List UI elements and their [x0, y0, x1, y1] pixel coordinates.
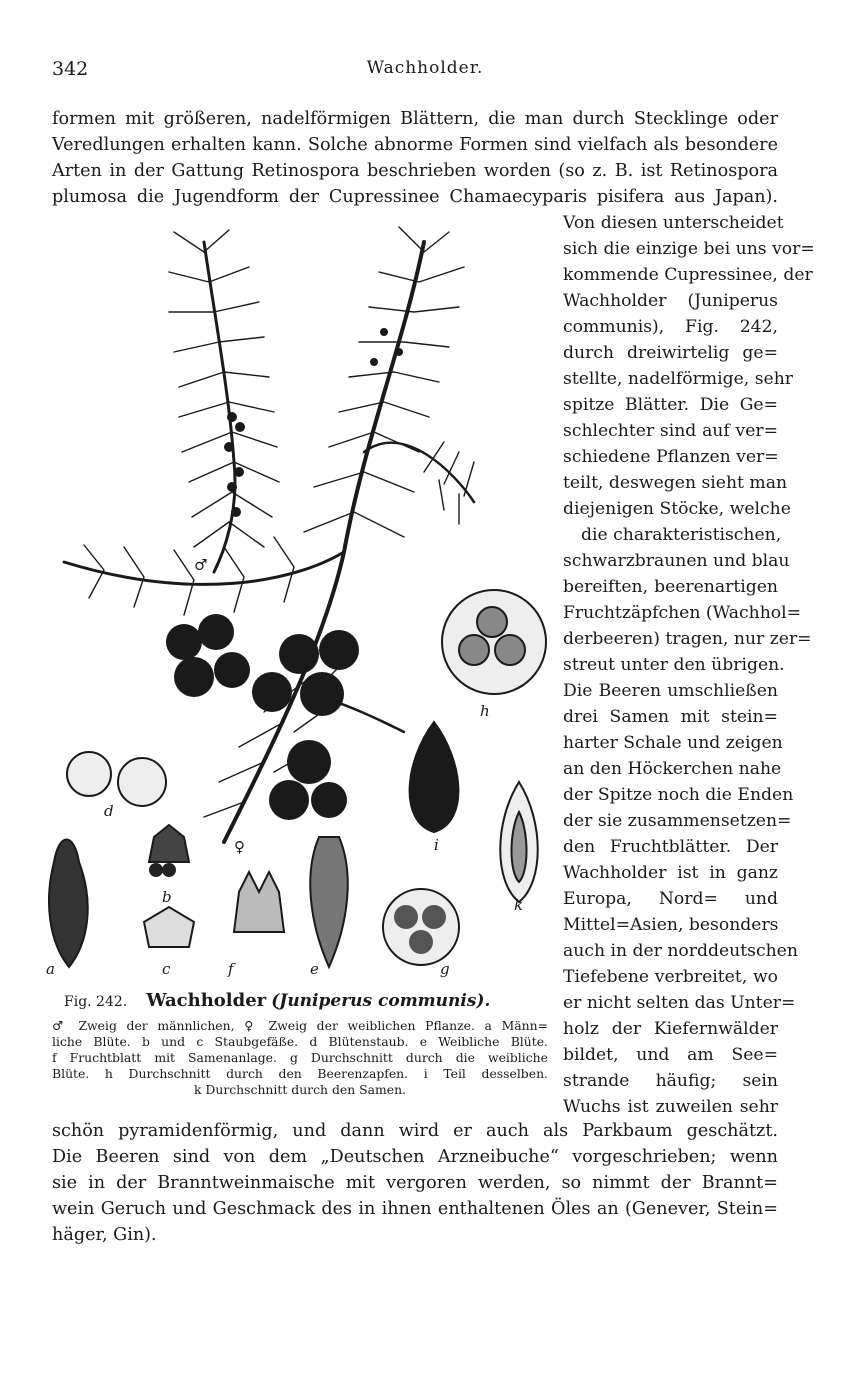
text-line: derbeeren) tragen, nur zer= [563, 629, 812, 649]
caption-line: ♂ Zweig der männlichen, ♀ Zweig der weiblichen Pflanze. a Männ= [52, 1018, 548, 1033]
text-line: schön pyramidenförmig, und dann wird er auch als Parkbaum geschätzt. [52, 1121, 778, 1141]
text-line: diejenigen Stöcke, welche [563, 499, 791, 519]
detail-d-pollen [67, 752, 111, 796]
berry-cluster [166, 614, 359, 820]
juniper-illustration [44, 222, 554, 992]
label-b: b [162, 888, 172, 906]
juniper-drawing [44, 222, 554, 992]
text-line: kommende Cupressinee, der [563, 265, 813, 285]
text-line: teilt, deswegen sieht man [563, 473, 788, 493]
text-line: schiedene Pflanzen ver= [563, 447, 779, 467]
running-head: Wachholder. [366, 58, 484, 78]
figure-number: Fig. 242. [64, 994, 128, 1010]
text-line: strande häufig; sein [563, 1071, 778, 1091]
text-line: Von diesen unterscheidet [563, 213, 784, 233]
figure-caption-body [52, 1018, 548, 1098]
figure-plant-name: Wachholder [146, 990, 267, 1011]
text-line: Die Beeren umschließen [563, 681, 778, 701]
text-line: sie in der Branntweinmaische mit vergoren werden, so nimmt der Brannt= [52, 1173, 778, 1193]
text-line: Wuchs ist zuweilen sehr [563, 1097, 778, 1117]
label-a: a [46, 960, 55, 978]
text-line: Tiefebene verbreitet, wo [563, 967, 778, 987]
figure-caption-title [64, 990, 554, 1011]
text-line: Wachholder (Juniperus [563, 291, 778, 311]
detail-b-stamen [149, 825, 189, 862]
caption-line: Blüte. h Durchschnitt durch den Beerenzapfen. i Teil desselben. [52, 1066, 548, 1081]
figure-latin-name: (Juniperus communis). [271, 991, 491, 1011]
detail-d-pollen [118, 758, 166, 806]
label-female: ♀ [234, 838, 245, 856]
caption-line: k Durchschnitt durch den Samen. [193, 1082, 407, 1097]
text-line: Europa, Nord= und [563, 889, 778, 909]
text-line: schlechter sind auf ver= [563, 421, 778, 441]
text-line: Wachholder ist in ganz [563, 863, 778, 883]
text-line: drei Samen mit stein= [563, 707, 778, 727]
text-line: durch dreiwirtelig ge= [563, 343, 778, 363]
side-column-text [563, 210, 815, 1120]
text-line: die charakteristischen, [581, 525, 782, 545]
text-line: spitze Blätter. Die Ge= [563, 395, 778, 415]
label-k: k [514, 896, 524, 914]
detail-i-berry-part [410, 722, 459, 832]
detail-e-female-flower [310, 837, 347, 967]
text-line: bereiften, beerenartigen [563, 577, 778, 597]
text-line: wein Geruch und Geschmack des in ihnen enthaltenen Öles an (Genever, Stein= [52, 1199, 778, 1219]
text-line: harter Schale und zeigen [563, 733, 783, 753]
detail-a-male-flower [49, 840, 88, 968]
top-paragraph [52, 106, 778, 210]
text-line: formen mit größeren, nadelförmigen Blättern, die man durch Stecklinge oder [52, 109, 778, 129]
text-line: der sie zusammensetzen= [563, 811, 792, 831]
text-line: der Spitze noch die Enden [563, 785, 794, 805]
text-line: häger, Gin). [52, 1225, 157, 1245]
text-line: communis), Fig. 242, [563, 317, 778, 337]
text-line: Veredlungen erhalten kann. Solche abnorme Formen sind vielfach als besondere [52, 135, 778, 155]
label-c: c [162, 960, 171, 978]
text-line: den Fruchtblätter. Der [563, 837, 778, 857]
label-h: h [480, 702, 490, 720]
label-d: d [104, 802, 114, 820]
bottom-paragraph [52, 1118, 778, 1248]
label-f: f [228, 960, 234, 978]
label-male: ♂ [194, 556, 208, 574]
text-line: Die Beeren sind von dem „Deutschen Arzneibuche“ vorgeschrieben; wenn [52, 1147, 778, 1167]
detail-f-carpel [234, 872, 284, 932]
caption-line: f Fruchtblatt mit Samenanlage. g Durchschnitt durch die weibliche [52, 1050, 548, 1065]
text-line: Arten in der Gattung Retinospora beschrieben worden (so z. B. ist Retinospora [52, 161, 778, 181]
detail-h-berry-section [442, 590, 546, 694]
text-line: er nicht selten das Unter= [563, 993, 796, 1013]
text-line: Fruchtzäpfchen (Wachhol= [563, 603, 802, 623]
label-i: i [434, 836, 439, 854]
text-line: stellte, nadelförmige, sehr [563, 369, 793, 389]
text-line: bildet, und am See= [563, 1045, 778, 1065]
label-e: e [310, 960, 319, 978]
detail-c-stamen [144, 907, 194, 947]
text-line: auch in der norddeutschen [563, 941, 798, 961]
text-line: Mittel=Asien, besonders [563, 915, 779, 935]
page-number: 342 [52, 58, 89, 80]
text-line: streut unter den übrigen. [563, 655, 785, 675]
label-g: g [440, 960, 450, 978]
caption-line: liche Blüte. b und c Staubgefäße. d Blütenstaub. e Weibliche Blüte. [52, 1034, 548, 1049]
text-line: sich die einzige bei uns vor= [563, 239, 815, 259]
text-line: schwarzbraunen und blau [563, 551, 790, 571]
text-line: plumosa die Jugendform der Cupressinee Chamaecyparis pisifera aus Japan). [52, 187, 778, 207]
text-line: holz der Kiefernwälder [563, 1019, 778, 1039]
text-line: an den Höckerchen nahe [563, 759, 782, 779]
